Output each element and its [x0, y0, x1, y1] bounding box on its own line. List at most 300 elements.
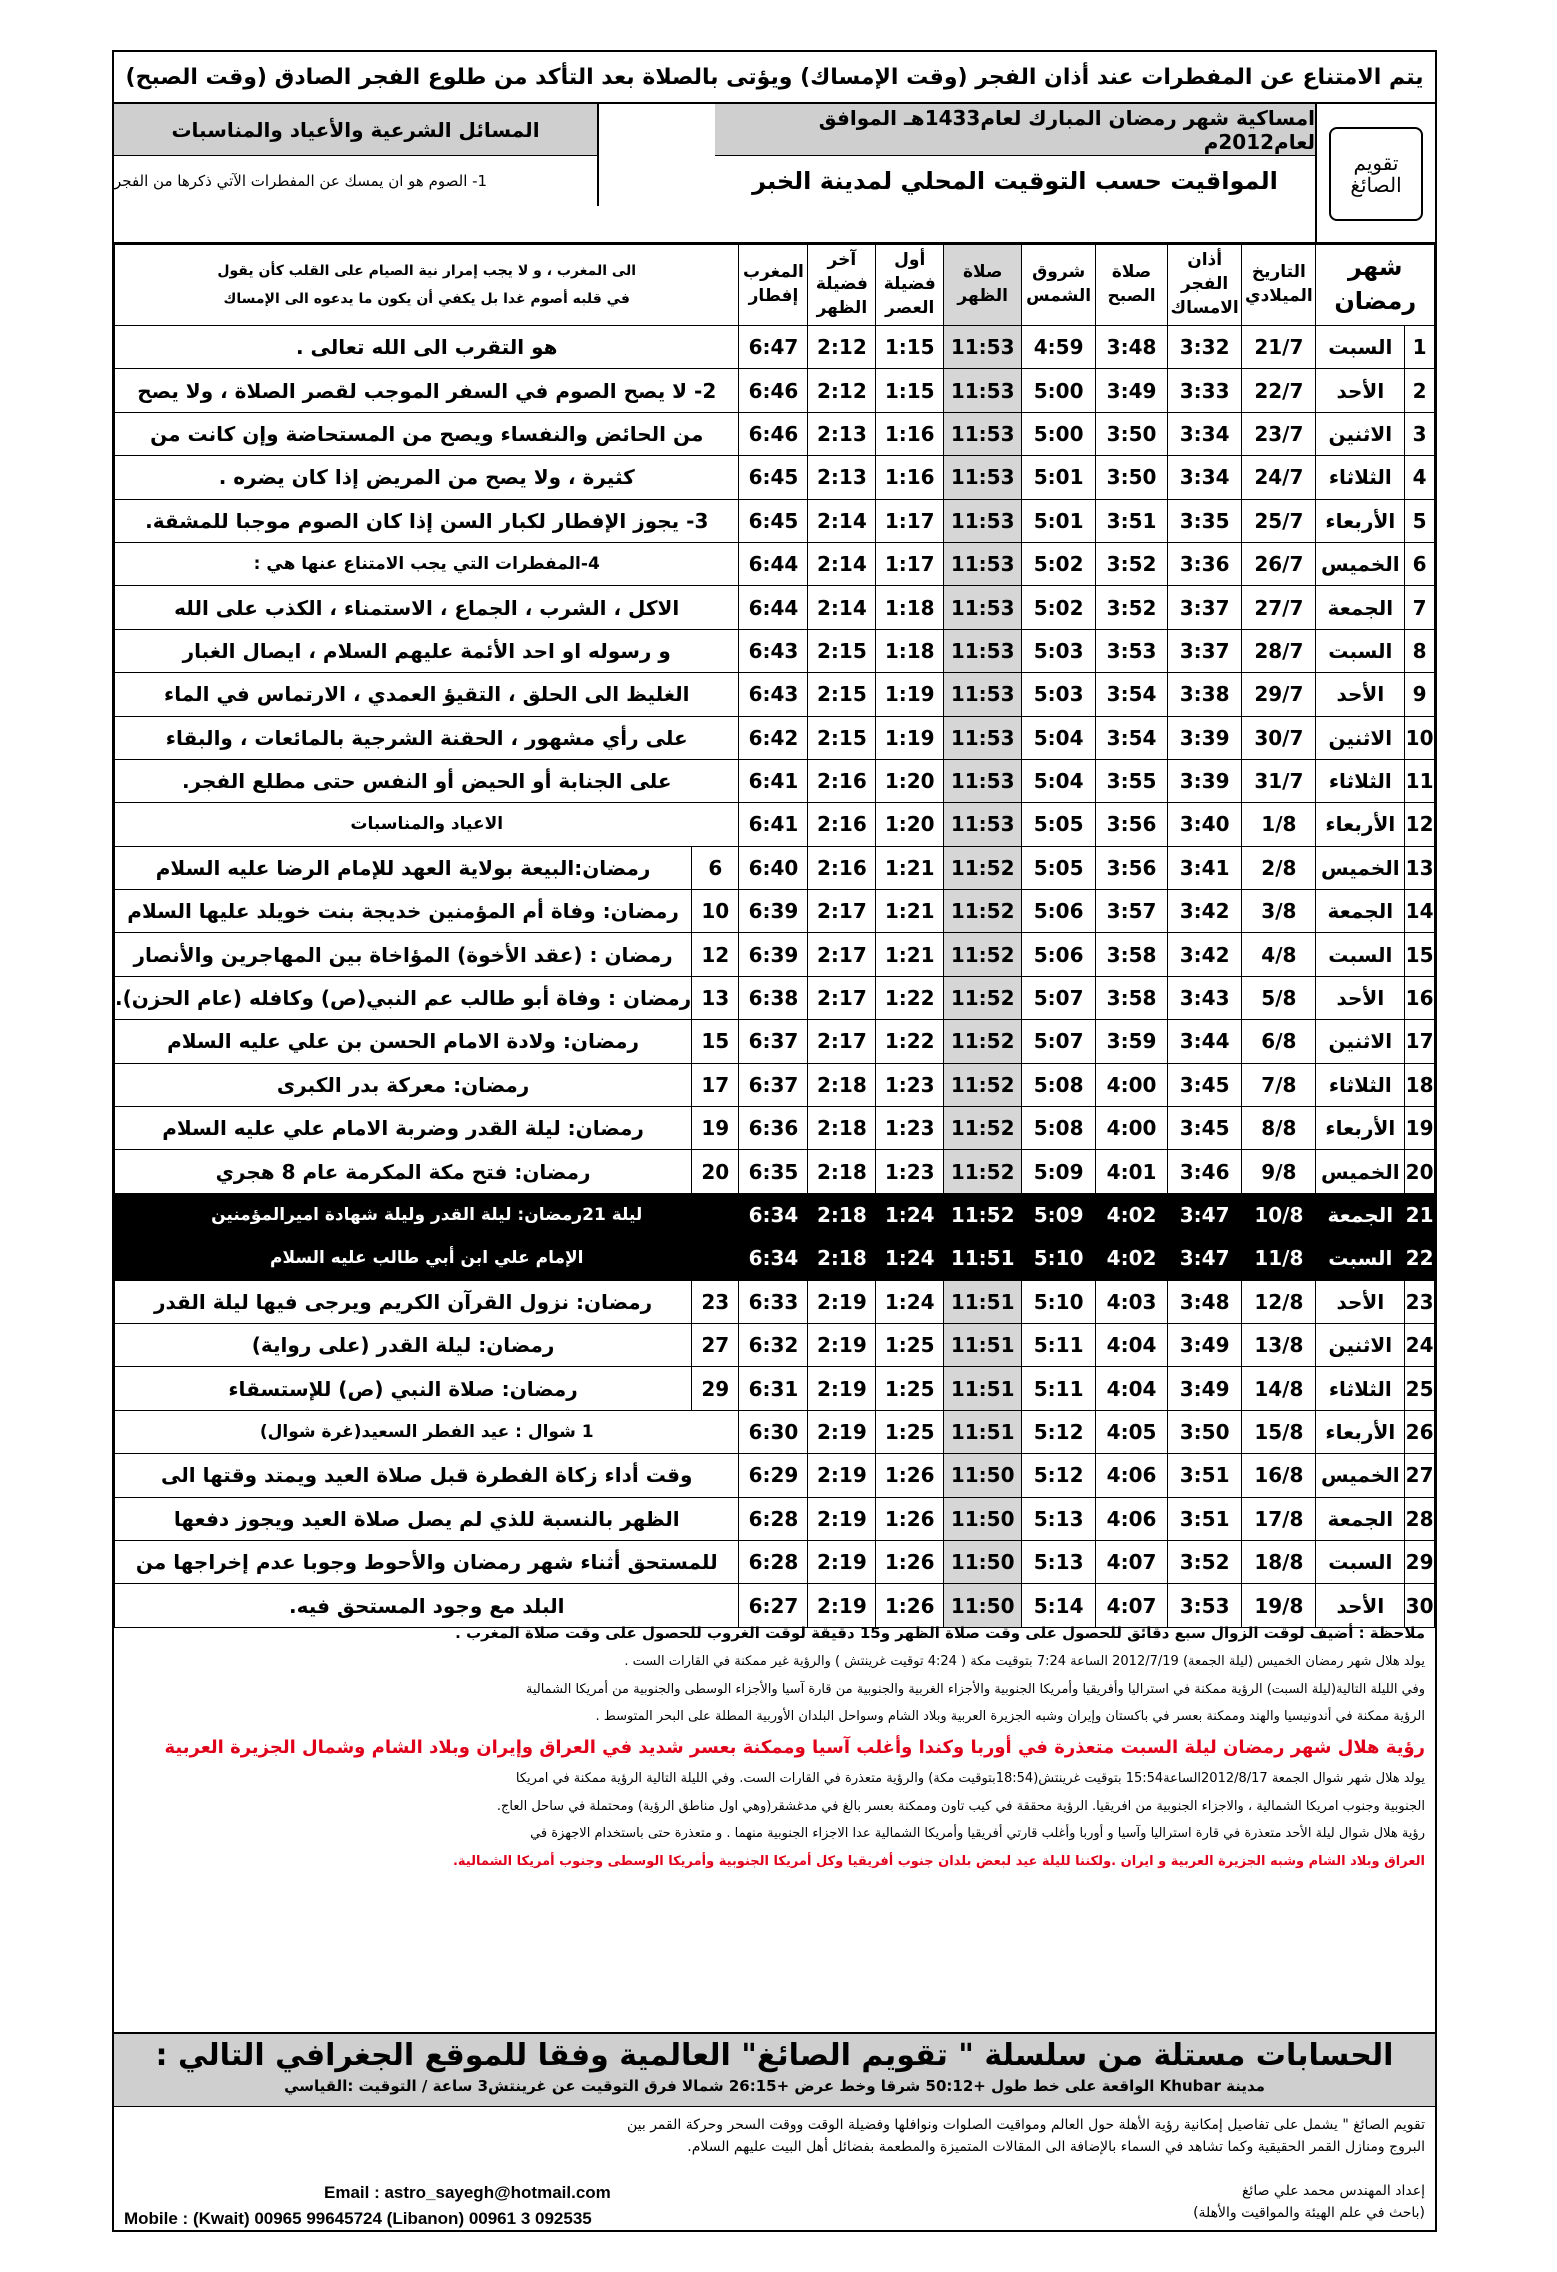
sunrise-time: 5:12 [1022, 1454, 1096, 1497]
table-row [115, 456, 1435, 499]
description-line-2: البروج ومنازل القمر الحقيقية وكما تشاهد في السماء بالإضافة الى المقالات المتميزة والمطعمة بفضائل أهل البيت عليهم السلام. [687, 2138, 1425, 2155]
dhuhr-time: 11:53 [944, 456, 1022, 499]
dhuhr-end-time: 2:19 [808, 1410, 876, 1453]
dhuhr-end-time: 2:12 [808, 369, 876, 412]
table-row [115, 673, 1435, 716]
dhuhr-time: 11:53 [944, 586, 1022, 629]
note-5: رؤية هلال شهر رمضان ليلة السبت متعذرة في أوربا وكندا وأغلب آسيا وممكنة بعسر شديد في العراق وإيران وبلاد الشام وشمال الجزيرة العربية [164, 1736, 1425, 1758]
row-note: الاكل ، الشرب ، الجماع ، الاستمناء ، الكذب على الله [115, 586, 739, 629]
asr-start-time: 1:18 [876, 586, 944, 629]
day-name: السبت [1316, 326, 1405, 369]
event-day: 23 [692, 1280, 739, 1323]
imsak-time: 3:53 [1168, 1584, 1242, 1627]
imsak-time: 3:34 [1168, 456, 1242, 499]
fajr-time: 3:50 [1096, 456, 1168, 499]
day-name: الخميس [1316, 846, 1405, 889]
day-name: الجمعة [1316, 1497, 1405, 1540]
asr-start-time: 1:25 [876, 1410, 944, 1453]
day-name: الجمعة [1316, 890, 1405, 933]
contact-block [124, 2180, 611, 2231]
table-row [115, 369, 1435, 412]
asr-start-time: 1:22 [876, 976, 944, 1019]
table-row [115, 1280, 1435, 1323]
maghrib-time: 6:30 [739, 1410, 808, 1453]
row-note: هو التقرب الى الله تعالى . [115, 326, 739, 369]
day-name: الأربعاء [1316, 1107, 1405, 1150]
day-name: الاثنين [1316, 1020, 1405, 1063]
day-name: الثلاثاء [1316, 456, 1405, 499]
imsak-time: 3:37 [1168, 586, 1242, 629]
prayer-times-table [114, 244, 1435, 1628]
dhuhr-time: 11:53 [944, 542, 1022, 585]
side-title: المسائل الشرعية والأعياد والمناسبات [114, 104, 599, 156]
asr-start-time: 1:23 [876, 1063, 944, 1106]
event-note: رمضان:البيعة بولاية العهد للإمام الرضا عليه السلام [115, 846, 692, 889]
gregorian-date: 9/8 [1242, 1150, 1316, 1193]
day-name: الخميس [1316, 1454, 1405, 1497]
day-number: 21 [1405, 1193, 1435, 1236]
imsak-time: 3:38 [1168, 673, 1242, 716]
sunrise-time: 5:14 [1022, 1584, 1096, 1627]
event-day: 12 [692, 933, 739, 976]
maghrib-time: 6:34 [739, 1193, 808, 1236]
day-name: الجمعة [1316, 586, 1405, 629]
fajr-time: 3:52 [1096, 542, 1168, 585]
asr-start-time: 1:26 [876, 1584, 944, 1627]
table-row [115, 1323, 1435, 1366]
row-note: و رسوله او احد الأئمة عليهم السلام ، ايصال الغبار [115, 629, 739, 672]
day-number: 17 [1405, 1020, 1435, 1063]
row-note: 4-المفطرات التي يجب الامتناع عنها هي : [115, 542, 739, 585]
asr-start-time: 1:25 [876, 1323, 944, 1366]
imsak-time: 3:47 [1168, 1193, 1242, 1236]
row-note: 2- لا يصح الصوم في السفر الموجب لقصر الصلاة ، ولا يصح [115, 369, 739, 412]
table-row [115, 716, 1435, 759]
imsak-time: 3:33 [1168, 369, 1242, 412]
maghrib-time: 6:43 [739, 629, 808, 672]
gregorian-date: 19/8 [1242, 1584, 1316, 1627]
row-note: البلد مع وجود المستحق فيه. [115, 1584, 739, 1627]
day-name: الأحد [1316, 673, 1405, 716]
table-row [115, 1410, 1435, 1453]
asr-start-time: 1:19 [876, 673, 944, 716]
day-number: 11 [1405, 759, 1435, 802]
day-number: 3 [1405, 412, 1435, 455]
dhuhr-end-time: 2:14 [808, 499, 876, 542]
gregorian-date: 26/7 [1242, 542, 1316, 585]
fajr-time: 4:03 [1096, 1280, 1168, 1323]
col-date: التاريخ الميلادي [1242, 245, 1316, 326]
note-1: ملاحظة : أضيف لوقت الزوال سبع دقائق للحصول على وقت صلاة الظهر و15 دقيقة لوقت الغروب للحصول على وقت صلاة المغرب . [455, 1624, 1425, 1642]
gregorian-date: 30/7 [1242, 716, 1316, 759]
fajr-time: 4:07 [1096, 1584, 1168, 1627]
page-subtitle: المواقيت حسب التوقيت المحلي لمدينة الخبر [752, 167, 1278, 195]
asr-start-time: 1:22 [876, 1020, 944, 1063]
dhuhr-time: 11:53 [944, 629, 1022, 672]
fajr-time: 3:48 [1096, 326, 1168, 369]
day-number: 12 [1405, 803, 1435, 846]
source-line-2: مدينة Khubar الواقعة على خط طول +50:12 شرقا وخط عرض +26:15 شمالا فرق التوقيت عن غرينتش3 ساعة / التوقيت :القياسي [284, 2077, 1265, 2095]
table-row [115, 759, 1435, 802]
dhuhr-end-time: 2:17 [808, 976, 876, 1019]
dhuhr-time: 11:52 [944, 846, 1022, 889]
gregorian-date: 13/8 [1242, 1323, 1316, 1366]
asr-start-time: 1:18 [876, 629, 944, 672]
day-number: 26 [1405, 1410, 1435, 1453]
maghrib-time: 6:34 [739, 1237, 808, 1280]
event-note: رمضان: فتح مكة المكرمة عام 8 هجري [115, 1150, 692, 1193]
gregorian-date: 31/7 [1242, 759, 1316, 802]
maghrib-time: 6:40 [739, 846, 808, 889]
footer [114, 2180, 1435, 2232]
sunrise-time: 5:11 [1022, 1323, 1096, 1366]
event-day: 10 [692, 890, 739, 933]
maghrib-time: 6:32 [739, 1323, 808, 1366]
dhuhr-end-time: 2:17 [808, 933, 876, 976]
note-6: يولد هلال شهر شوال الجمعة 2012/8/17الساعة15:54 بتوقيت غرينتش(18:54بتوقيت مكة) والرؤية متعذرة في القارات الست. وفي الليلة التالية الرؤية ممكنة في امريكا [515, 1771, 1425, 1787]
imsak-time: 3:36 [1168, 542, 1242, 585]
day-name: الأحد [1316, 1280, 1405, 1323]
fajr-time: 3:54 [1096, 673, 1168, 716]
header-note-2: في قلبه أصوم غدا بل يكفي أن يكون ما يدعوه الى الإمساك [223, 291, 630, 307]
fajr-time: 3:51 [1096, 499, 1168, 542]
fajr-time: 4:05 [1096, 1410, 1168, 1453]
day-number: 19 [1405, 1107, 1435, 1150]
imsak-time: 3:42 [1168, 890, 1242, 933]
sunrise-time: 5:12 [1022, 1410, 1096, 1453]
asr-start-time: 1:15 [876, 326, 944, 369]
dhuhr-end-time: 2:15 [808, 673, 876, 716]
row-note: على الجنابة أو الحيض أو النفس حتى مطلع الفجر. [115, 759, 739, 802]
col-fajr: صلاة الصبح [1096, 245, 1168, 326]
maghrib-time: 6:37 [739, 1063, 808, 1106]
table-row [115, 586, 1435, 629]
dhuhr-end-time: 2:16 [808, 759, 876, 802]
imsak-time: 3:47 [1168, 1237, 1242, 1280]
fajr-time: 4:04 [1096, 1367, 1168, 1410]
imsak-time: 3:49 [1168, 1323, 1242, 1366]
day-number: 29 [1405, 1540, 1435, 1583]
maghrib-time: 6:46 [739, 369, 808, 412]
maghrib-time: 6:45 [739, 499, 808, 542]
day-number: 4 [1405, 456, 1435, 499]
dhuhr-end-time: 2:18 [808, 1063, 876, 1106]
gregorian-date: 28/7 [1242, 629, 1316, 672]
col-asr-start: أول فضيلة العصر [876, 245, 944, 326]
gregorian-date: 25/7 [1242, 499, 1316, 542]
maghrib-time: 6:39 [739, 890, 808, 933]
table-row [115, 1540, 1435, 1583]
asr-start-time: 1:19 [876, 716, 944, 759]
fajr-time: 4:02 [1096, 1193, 1168, 1236]
sunrise-time: 5:13 [1022, 1540, 1096, 1583]
day-name: الثلاثاء [1316, 759, 1405, 802]
day-number: 25 [1405, 1367, 1435, 1410]
imsak-time: 3:42 [1168, 933, 1242, 976]
day-number: 13 [1405, 846, 1435, 889]
asr-start-time: 1:16 [876, 412, 944, 455]
sunrise-time: 5:10 [1022, 1280, 1096, 1323]
dhuhr-time: 11:51 [944, 1367, 1022, 1410]
day-name: الأحد [1316, 369, 1405, 412]
dhuhr-time: 11:53 [944, 716, 1022, 759]
dhuhr-time: 11:50 [944, 1584, 1022, 1627]
row-note: الاعياد والمناسبات [115, 803, 739, 846]
day-number: 30 [1405, 1584, 1435, 1627]
sunrise-time: 5:13 [1022, 1497, 1096, 1540]
dhuhr-end-time: 2:12 [808, 326, 876, 369]
table-row [115, 846, 1435, 889]
day-number: 14 [1405, 890, 1435, 933]
day-number: 2 [1405, 369, 1435, 412]
imsak-time: 3:39 [1168, 716, 1242, 759]
row-note: على رأي مشهور ، الحقنة الشرجية بالمائعات ، والبقاء [115, 716, 739, 759]
gregorian-date: 8/8 [1242, 1107, 1316, 1150]
day-number: 27 [1405, 1454, 1435, 1497]
fajr-time: 3:55 [1096, 759, 1168, 802]
dhuhr-time: 11:52 [944, 1150, 1022, 1193]
imsak-time: 3:51 [1168, 1497, 1242, 1540]
maghrib-time: 6:45 [739, 456, 808, 499]
gregorian-date: 27/7 [1242, 586, 1316, 629]
maghrib-time: 6:47 [739, 326, 808, 369]
day-number: 15 [1405, 933, 1435, 976]
gregorian-date: 10/8 [1242, 1193, 1316, 1236]
gregorian-date: 16/8 [1242, 1454, 1316, 1497]
event-note: رمضان: معركة بدر الكبرى [115, 1063, 692, 1106]
maghrib-time: 6:42 [739, 716, 808, 759]
maghrib-time: 6:35 [739, 1150, 808, 1193]
side-first-note: 1- الصوم هو ان يمسك عن المفطرات الآتي ذكرها من الفجر [114, 156, 599, 206]
imsak-time: 3:44 [1168, 1020, 1242, 1063]
col-sunrise: شروق الشمس [1022, 245, 1096, 326]
imsak-time: 3:35 [1168, 499, 1242, 542]
sunrise-time: 5:00 [1022, 369, 1096, 412]
asr-start-time: 1:24 [876, 1237, 944, 1280]
sayegh-logo: تقويم الصائغ [1329, 127, 1423, 221]
header-block [114, 104, 1435, 244]
source-line-1: الحسابات مستلة من سلسلة " تقويم الصائغ" العالمية وفقا للموقع الجغرافي التالي : [155, 2038, 1394, 2073]
event-note: رمضان: نزول القرآن الكريم ويرجى فيها ليلة القدر [115, 1280, 692, 1323]
maghrib-time: 6:38 [739, 976, 808, 1019]
dhuhr-end-time: 2:14 [808, 542, 876, 585]
imsak-time: 3:43 [1168, 976, 1242, 1019]
asr-start-time: 1:23 [876, 1150, 944, 1193]
note-8: رؤية هلال شوال ليلة الأحد متعذرة في قارة استراليا وآسيا و أوربا وأغلب قارتي أفريقيا وأمريكا الشمالية عدا الاجزاء الجنوبية منهما . و متعذرة حتى باستخدام الاجهزة في [530, 1826, 1425, 1842]
dhuhr-end-time: 2:13 [808, 456, 876, 499]
day-name: الأربعاء [1316, 803, 1405, 846]
table-header-row [115, 245, 1435, 326]
sunrise-time: 5:11 [1022, 1367, 1096, 1410]
fajr-time: 4:00 [1096, 1063, 1168, 1106]
dhuhr-time: 11:50 [944, 1540, 1022, 1583]
header-notes [115, 245, 739, 326]
day-name: الأحد [1316, 1584, 1405, 1627]
description-line-1: تقويم الصائغ " يشمل على تفاصيل إمكانية رؤية الأهلة حول العالم ومواقيت الصلوات ونوافلها وفضيلة الوقت ووقت السحر وحركة القمر بين [626, 2117, 1425, 2133]
maghrib-time: 6:41 [739, 803, 808, 846]
row-note: ليلة 21رمضان: ليلة القدر وليلة شهادة اميرالمؤمنين [115, 1193, 739, 1236]
asr-start-time: 1:23 [876, 1107, 944, 1150]
gregorian-date: 6/8 [1242, 1020, 1316, 1063]
day-number: 8 [1405, 629, 1435, 672]
imsak-time: 3:39 [1168, 759, 1242, 802]
dhuhr-time: 11:52 [944, 933, 1022, 976]
sunrise-time: 5:09 [1022, 1150, 1096, 1193]
maghrib-time: 6:28 [739, 1540, 808, 1583]
dhuhr-end-time: 2:19 [808, 1497, 876, 1540]
day-number: 22 [1405, 1237, 1435, 1280]
gregorian-date: 23/7 [1242, 412, 1316, 455]
day-number: 9 [1405, 673, 1435, 716]
row-note: 1 شوال : عيد الفطر السعيد(غرة شوال) [115, 1410, 739, 1453]
table-row [115, 976, 1435, 1019]
sunrise-time: 5:05 [1022, 846, 1096, 889]
imsak-time: 3:37 [1168, 629, 1242, 672]
day-number: 1 [1405, 326, 1435, 369]
table-row [115, 412, 1435, 455]
event-day: 6 [692, 846, 739, 889]
dhuhr-time: 11:53 [944, 759, 1022, 802]
dhuhr-time: 11:50 [944, 1454, 1022, 1497]
author-title: (باحث في علم الهيئة والمواقيت والأهلة) [1193, 2205, 1425, 2222]
event-note: رمضان: ولادة الامام الحسن بن علي عليه السلام [115, 1020, 692, 1063]
top-notice: يتم الامتناع عن المفطرات عند أذان الفجر (وقت الإمساك) ويؤتى بالصلاة بعد التأكد من طلوع الفجر الصادق (وقت الصبح) [114, 52, 1435, 104]
dhuhr-end-time: 2:17 [808, 890, 876, 933]
asr-start-time: 1:20 [876, 803, 944, 846]
maghrib-time: 6:36 [739, 1107, 808, 1150]
day-name: الاثنين [1316, 1323, 1405, 1366]
logo-cell [1315, 104, 1435, 244]
maghrib-time: 6:37 [739, 1020, 808, 1063]
gregorian-date: 29/7 [1242, 673, 1316, 716]
asr-start-time: 1:26 [876, 1454, 944, 1497]
gregorian-date: 1/8 [1242, 803, 1316, 846]
event-day: 27 [692, 1323, 739, 1366]
imsak-time: 3:34 [1168, 412, 1242, 455]
table-row [115, 1150, 1435, 1193]
day-name: الأربعاء [1316, 499, 1405, 542]
dhuhr-time: 11:51 [944, 1410, 1022, 1453]
sunrise-time: 5:03 [1022, 629, 1096, 672]
gregorian-date: 15/8 [1242, 1410, 1316, 1453]
event-day: 13 [692, 976, 739, 1019]
imsak-time: 3:45 [1168, 1063, 1242, 1106]
dhuhr-time: 11:53 [944, 369, 1022, 412]
day-name: السبت [1316, 629, 1405, 672]
event-note: رمضان: ليلة القدر (على رواية) [115, 1323, 692, 1366]
fajr-time: 3:49 [1096, 369, 1168, 412]
gregorian-date: 18/8 [1242, 1540, 1316, 1583]
dhuhr-time: 11:53 [944, 326, 1022, 369]
author-name: إعداد المهندس محمد علي صائغ [1241, 2183, 1425, 2199]
dhuhr-end-time: 2:19 [808, 1280, 876, 1323]
col-dhuhr-end: آخر فضيلة الظهر [808, 245, 876, 326]
table-row [115, 890, 1435, 933]
fajr-time: 4:02 [1096, 1237, 1168, 1280]
note-7: الجنوبية وجنوب امريكا الشمالية ، والاجزاء الجنوبية من افريقيا. الرؤية محققة في كيب تاون وممكنة بعسر بالغ في مدغشقر(وهي اول مناطق الرؤية) ومحتملة في ساحل العاج. [496, 1798, 1425, 1814]
table-row [115, 542, 1435, 585]
asr-start-time: 1:15 [876, 369, 944, 412]
fajr-time: 4:04 [1096, 1323, 1168, 1366]
fajr-time: 4:06 [1096, 1497, 1168, 1540]
row-note: كثيرة ، ولا يصح من المريض إذا كان يضره . [115, 456, 739, 499]
sunrise-time: 5:10 [1022, 1237, 1096, 1280]
dhuhr-time: 11:52 [944, 1107, 1022, 1150]
row-note: من الحائض والنفساء ويصح من المستحاضة وإن كانت من [115, 412, 739, 455]
dhuhr-end-time: 2:18 [808, 1237, 876, 1280]
imsak-time: 3:41 [1168, 846, 1242, 889]
day-number: 5 [1405, 499, 1435, 542]
fajr-time: 3:53 [1096, 629, 1168, 672]
sunrise-time: 5:07 [1022, 976, 1096, 1019]
dhuhr-end-time: 2:18 [808, 1107, 876, 1150]
dhuhr-end-time: 2:15 [808, 629, 876, 672]
day-number: 28 [1405, 1497, 1435, 1540]
day-number: 24 [1405, 1323, 1435, 1366]
sunrise-time: 5:09 [1022, 1193, 1096, 1236]
fajr-time: 4:07 [1096, 1540, 1168, 1583]
note-4: الرؤية ممكنة في أندونيسيا والهند وممكنة بعسر في باكستان وإيران وشبه الجزيرة العربية وبلاد الشام وسواحل البلدان الأوربية المطلة على البحر المتوسط . [595, 1709, 1425, 1725]
day-name: الخميس [1316, 542, 1405, 585]
email-link[interactable]: Email : astro_sayegh@hotmail.com [324, 2183, 611, 2202]
gregorian-date: 21/7 [1242, 326, 1316, 369]
dhuhr-time: 11:50 [944, 1497, 1022, 1540]
imsakiya-sheet [112, 50, 1437, 2232]
asr-start-time: 1:21 [876, 890, 944, 933]
header-note-1: الى المغرب ، و لا يجب إمرار نية الصيام على القلب كأن يقول [217, 263, 637, 279]
sunrise-time: 5:08 [1022, 1063, 1096, 1106]
imsak-time: 3:48 [1168, 1280, 1242, 1323]
maghrib-time: 6:27 [739, 1584, 808, 1627]
event-day: 15 [692, 1020, 739, 1063]
table-row [115, 1020, 1435, 1063]
col-dhuhr: صلاة الظهر [944, 245, 1022, 326]
dhuhr-end-time: 2:18 [808, 1193, 876, 1236]
table-row [115, 1193, 1435, 1236]
dhuhr-end-time: 2:19 [808, 1540, 876, 1583]
event-note: رمضان : وفاة أبو طالب عم النبي(ص) وكافله (عام الحزن). [115, 976, 692, 1019]
gregorian-date: 7/8 [1242, 1063, 1316, 1106]
page-title: امساكية شهر رمضان المبارك لعام1433هـ الموافق لعام2012م [715, 104, 1315, 156]
row-note: 3- يجوز الإفطار لكبار السن إذا كان الصوم موجبا للمشقة. [115, 499, 739, 542]
asr-start-time: 1:26 [876, 1497, 944, 1540]
maghrib-time: 6:28 [739, 1497, 808, 1540]
fajr-time: 3:58 [1096, 976, 1168, 1019]
asr-start-time: 1:17 [876, 542, 944, 585]
maghrib-time: 6:31 [739, 1367, 808, 1410]
sunrise-time: 5:00 [1022, 412, 1096, 455]
dhuhr-time: 11:52 [944, 1020, 1022, 1063]
fajr-time: 4:01 [1096, 1150, 1168, 1193]
day-name: الأحد [1316, 976, 1405, 1019]
maghrib-time: 6:46 [739, 412, 808, 455]
sunrise-time: 5:07 [1022, 1020, 1096, 1063]
table-row [115, 933, 1435, 976]
gregorian-date: 2/8 [1242, 846, 1316, 889]
day-number: 6 [1405, 542, 1435, 585]
row-note: وقت أداء زكاة الفطرة قبل صلاة العيد ويمتد وقتها الى [115, 1454, 739, 1497]
gregorian-date: 17/8 [1242, 1497, 1316, 1540]
maghrib-time: 6:44 [739, 542, 808, 585]
day-number: 18 [1405, 1063, 1435, 1106]
dhuhr-end-time: 2:18 [808, 1150, 876, 1193]
imsak-time: 3:32 [1168, 326, 1242, 369]
day-name: الأربعاء [1316, 1410, 1405, 1453]
table-row [115, 1107, 1435, 1150]
dhuhr-time: 11:51 [944, 1280, 1022, 1323]
day-name: الاثنين [1316, 716, 1405, 759]
dhuhr-time: 11:53 [944, 803, 1022, 846]
